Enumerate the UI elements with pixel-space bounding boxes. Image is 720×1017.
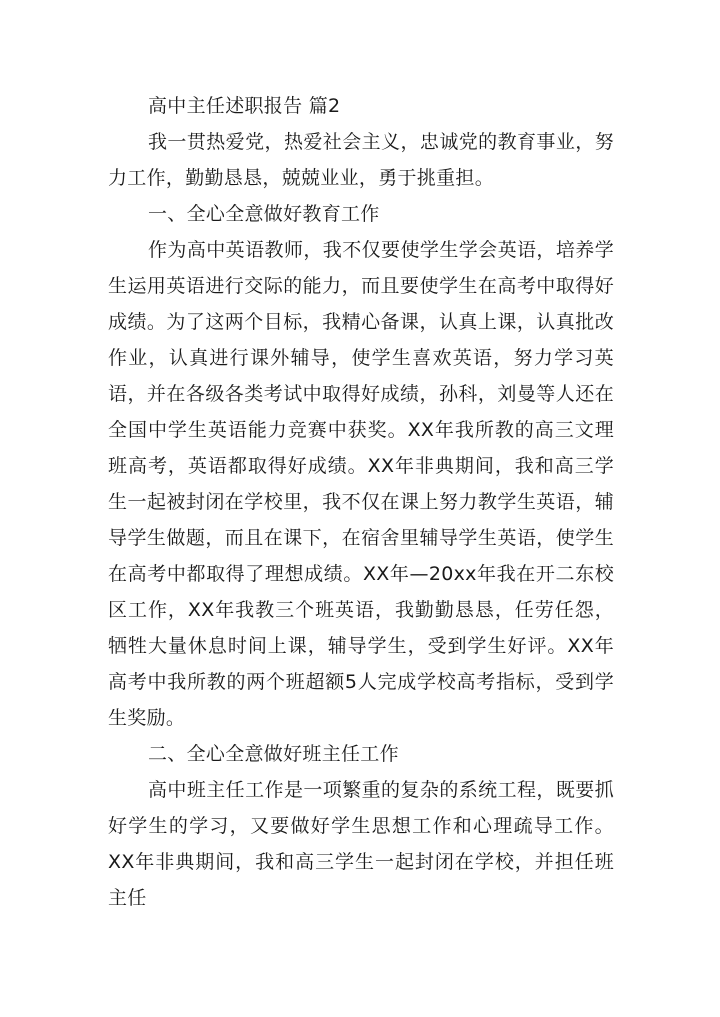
- document-title: 高中主任述职报告 篇2: [148, 95, 341, 117]
- paragraph-class-teacher: 高中班主任工作是一项繁重的复杂的系统工程，既要抓好学生的学习，又要做好学生思想工作和心理疏导工作。XX年非典期间，我和高三学生一起封闭在学校，并担任班主任: [108, 779, 614, 909]
- document-body: [108, 88, 614, 916]
- paragraph-teaching: 作为高中英语教师，我不仅要使学生学会英语，培养学生运用英语进行交际的能力，而且要使学生在高考中取得好成绩。为了这两个目标，我精心备课，认真上课，认真批改作业，认真进行课外辅导，使学生喜欢英语，努力学习英语，并在各级各类考试中取得好成绩，孙科，刘曼等人还在全国中学生英语能力竞赛中获奖。XX年我所教的高三文理班高考，英语都取得好成绩。XX年非典期间，我和高三学生一起被封闭在学校里，我不仅在课上努力教学生英语，辅导学生做题，而且在课下，在宿舍里辅导学生英语，使学生在高考中都取得了理想成绩。XX年—20xx年我在开二东校区工作，XX年我教三个班英语，我勤勤恳恳，任劳任怨，牺牲大量休息时间上课，辅导学生，受到学生好评。XX年高考中我所教的两个班超额5人完成学校高考指标，受到学生奖励。: [108, 239, 614, 729]
- section-heading-2: 二、全心全意做好班主任工作: [148, 743, 399, 765]
- section-heading-1: 一、全心全意做好教育工作: [148, 203, 380, 225]
- paragraph-intro: 我一贯热爱党，热爱社会主义，忠诚党的教育事业，努力工作，勤勤恳恳，兢兢业业，勇于挑重担。: [108, 131, 614, 189]
